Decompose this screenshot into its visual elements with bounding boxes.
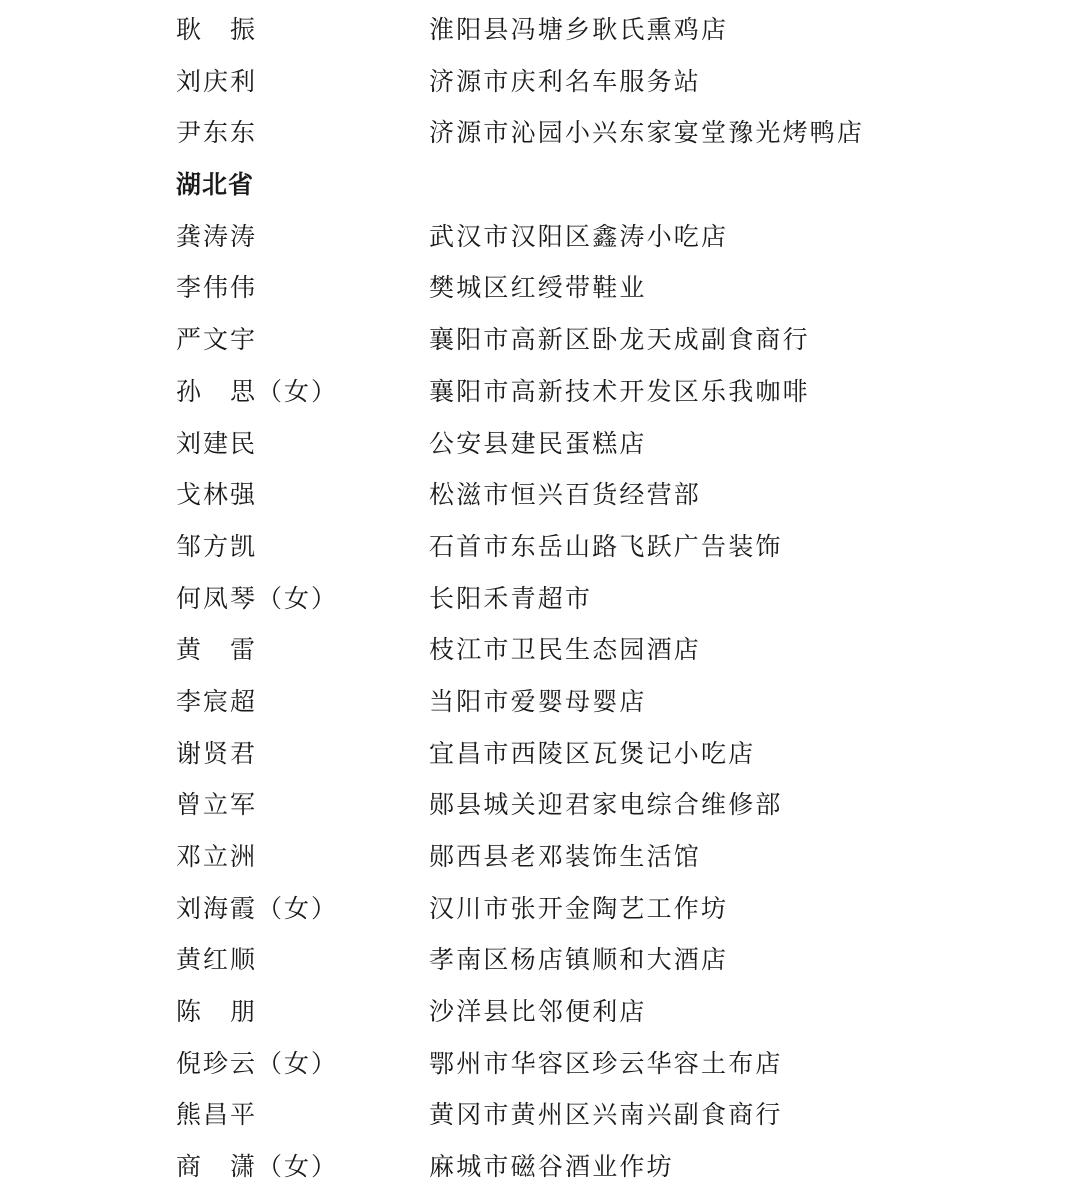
list-item	[0, 883, 1080, 935]
list-item	[0, 986, 1080, 1038]
person-name: 耿 振	[176, 15, 258, 44]
list-item	[0, 521, 1080, 573]
person-name: 何凤琴（女）	[176, 583, 339, 613]
person-name: 李伟伟	[176, 273, 258, 303]
person-name: 李宸超	[176, 686, 258, 716]
business-name: 宜昌市西陵区瓦煲记小吃店	[429, 738, 756, 768]
business-name: 麻城市磁谷酒业作坊	[429, 1152, 674, 1182]
person-name: 戈林强	[176, 480, 258, 510]
business-name: 济源市沁园小兴东家宴堂豫光烤鸭店	[429, 118, 865, 148]
business-name: 黄冈市黄州区兴南兴副食商行	[429, 1100, 783, 1130]
business-name: 襄阳市高新技术开发区乐我咖啡	[429, 376, 810, 406]
business-name: 樊城区红绶带鞋业	[429, 273, 647, 303]
business-name: 济源市庆利名车服务站	[429, 66, 702, 96]
business-name: 郧西县老邓装饰生活馆	[429, 842, 702, 871]
list-item	[0, 56, 1080, 108]
list-item	[0, 1089, 1080, 1141]
business-name: 汉川市张开金陶艺工作坊	[429, 893, 729, 923]
person-name: 龚涛涛	[176, 221, 258, 251]
list-item	[0, 4, 1080, 56]
person-name: 邹方凯	[176, 531, 258, 561]
business-name: 武汉市汉阳区鑫涛小吃店	[429, 221, 729, 251]
list-item	[0, 366, 1080, 418]
business-name: 枝江市卫民生态园酒店	[429, 635, 702, 665]
business-name: 孝南区杨店镇顺和大酒店	[429, 945, 729, 975]
list-item	[0, 573, 1080, 625]
honoree-list	[0, 4, 1080, 1193]
list-item	[0, 469, 1080, 521]
person-name: 倪珍云（女）	[176, 1048, 339, 1078]
person-name: 严文宇	[176, 325, 258, 355]
list-item	[0, 1141, 1080, 1193]
list-item	[0, 107, 1080, 159]
list-item	[0, 779, 1080, 831]
business-name: 郧县城关迎君家电综合维修部	[429, 790, 783, 820]
business-name: 公安县建民蛋糕店	[429, 428, 647, 458]
person-name: 商 潇（女）	[176, 1152, 339, 1182]
list-item	[0, 831, 1080, 883]
business-name: 长阳禾青超市	[429, 583, 593, 613]
section-header	[0, 159, 1080, 211]
section-title-hubei: 湖北省	[176, 170, 255, 200]
list-item	[0, 418, 1080, 470]
person-name: 孙 思（女）	[176, 376, 339, 406]
list-item	[0, 676, 1080, 728]
list-item	[0, 1038, 1080, 1090]
person-name: 谢贤君	[176, 738, 258, 768]
person-name: 黄红顺	[176, 945, 258, 975]
person-name: 曾立军	[176, 790, 258, 820]
list-item	[0, 624, 1080, 676]
business-name: 当阳市爱婴母婴店	[429, 686, 647, 716]
person-name: 黄 雷	[176, 635, 258, 665]
business-name: 襄阳市高新区卧龙天成副食商行	[429, 325, 810, 355]
person-name: 刘建民	[176, 428, 258, 458]
list-item	[0, 934, 1080, 986]
business-name: 石首市东岳山路飞跃广告装饰	[429, 531, 783, 561]
person-name: 刘庆利	[176, 66, 258, 96]
person-name: 刘海霞（女）	[176, 893, 339, 923]
business-name: 松滋市恒兴百货经营部	[429, 480, 702, 510]
list-item	[0, 314, 1080, 366]
business-name: 沙洋县比邻便利店	[429, 997, 647, 1027]
person-name: 陈 朋	[176, 997, 258, 1027]
person-name: 熊昌平	[176, 1100, 258, 1130]
list-item	[0, 728, 1080, 780]
person-name: 尹东东	[176, 118, 258, 148]
business-name: 淮阳县冯塘乡耿氏熏鸡店	[429, 15, 729, 44]
list-item	[0, 262, 1080, 314]
person-name: 邓立洲	[176, 842, 258, 871]
business-name: 鄂州市华容区珍云华容土布店	[429, 1048, 783, 1078]
list-item	[0, 211, 1080, 263]
